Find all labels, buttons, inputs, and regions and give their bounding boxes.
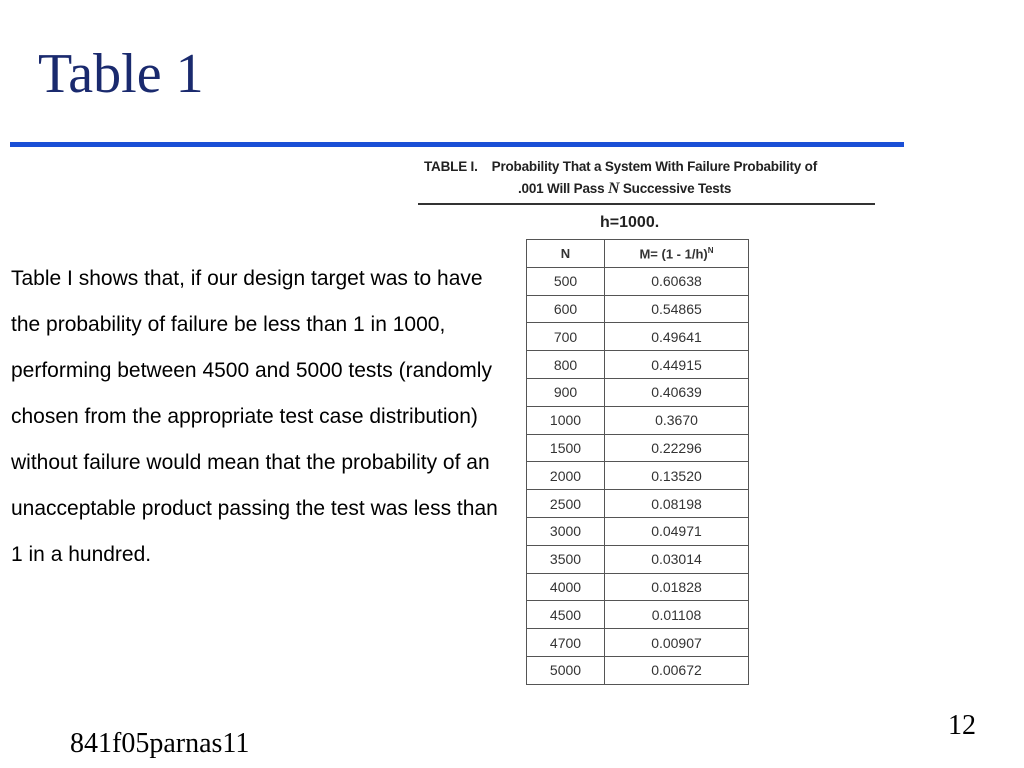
table-row [527, 295, 749, 323]
table-caption-line2-post: Successive Tests [619, 181, 732, 196]
cell-m: 0.22296 [605, 434, 749, 462]
column-header-m-text: M= (1 - 1/h) [639, 246, 708, 262]
table-row [527, 629, 749, 657]
table-caption-label: TABLE I. [424, 159, 478, 174]
cell-m: 0.00907 [605, 629, 749, 657]
title-divider [10, 142, 904, 147]
table-body [527, 267, 749, 684]
cell-n: 900 [527, 378, 605, 406]
cell-m: 0.00672 [605, 656, 749, 684]
cell-m: 0.60638 [605, 267, 749, 295]
table-row [527, 517, 749, 545]
cell-n: 3500 [527, 545, 605, 573]
cell-n: 1500 [527, 434, 605, 462]
table-row [527, 545, 749, 573]
page-number: 12 [948, 710, 976, 741]
cell-n: 800 [527, 351, 605, 379]
cell-m: 0.01108 [605, 601, 749, 629]
probability-table [526, 239, 749, 685]
cell-m: 0.3670 [605, 406, 749, 434]
column-header-m [605, 240, 749, 268]
table-caption-text: Probability That a System With Failure Probability of [491, 159, 817, 174]
cell-n: 2000 [527, 462, 605, 490]
table-caption-variable: N [607, 180, 620, 197]
table-caption-line2-pre: .001 Will Pass [518, 181, 608, 196]
cell-m: 0.54865 [605, 295, 749, 323]
cell-n: 3000 [527, 517, 605, 545]
cell-n: 700 [527, 323, 605, 351]
caption-divider [418, 203, 875, 205]
column-header-m-exponent: N [707, 245, 714, 255]
table-caption-line1 [424, 156, 817, 178]
cell-m: 0.44915 [605, 351, 749, 379]
table-row [527, 323, 749, 351]
slide-title: Table 1 [38, 43, 204, 105]
table-row [527, 573, 749, 601]
cell-m: 0.03014 [605, 545, 749, 573]
column-header-n: N [527, 240, 605, 268]
cell-m: 0.13520 [605, 462, 749, 490]
table-row [527, 351, 749, 379]
cell-n: 600 [527, 295, 605, 323]
cell-m: 0.49641 [605, 323, 749, 351]
table-caption-line2 [518, 178, 731, 200]
table-row [527, 656, 749, 684]
cell-m: 0.08198 [605, 490, 749, 518]
h-value-label: h=1000. [600, 214, 660, 231]
table-row [527, 406, 749, 434]
cell-n: 4700 [527, 629, 605, 657]
cell-n: 1000 [527, 406, 605, 434]
cell-m: 0.04971 [605, 517, 749, 545]
cell-m: 0.40639 [605, 378, 749, 406]
table-row [527, 378, 749, 406]
table-header-row [527, 240, 749, 268]
table-row [527, 434, 749, 462]
cell-n: 500 [527, 267, 605, 295]
table-row [527, 462, 749, 490]
table-row [527, 601, 749, 629]
cell-n: 2500 [527, 490, 605, 518]
body-paragraph: Table I shows that, if our design target was to have the probability of failure be less than 1 in 1000, performing between 4500 and 5000 tests (randomly chosen from the appropriate test case distribution) without failure would mean that the probability of an unacceptable product passing the test was less than 1 in a hundred. [11, 267, 498, 566]
table-row [527, 267, 749, 295]
footer-text: 841f05parnas11 [70, 728, 250, 759]
cell-n: 4500 [527, 601, 605, 629]
table-row [527, 490, 749, 518]
cell-m: 0.01828 [605, 573, 749, 601]
cell-n: 4000 [527, 573, 605, 601]
cell-n: 5000 [527, 656, 605, 684]
